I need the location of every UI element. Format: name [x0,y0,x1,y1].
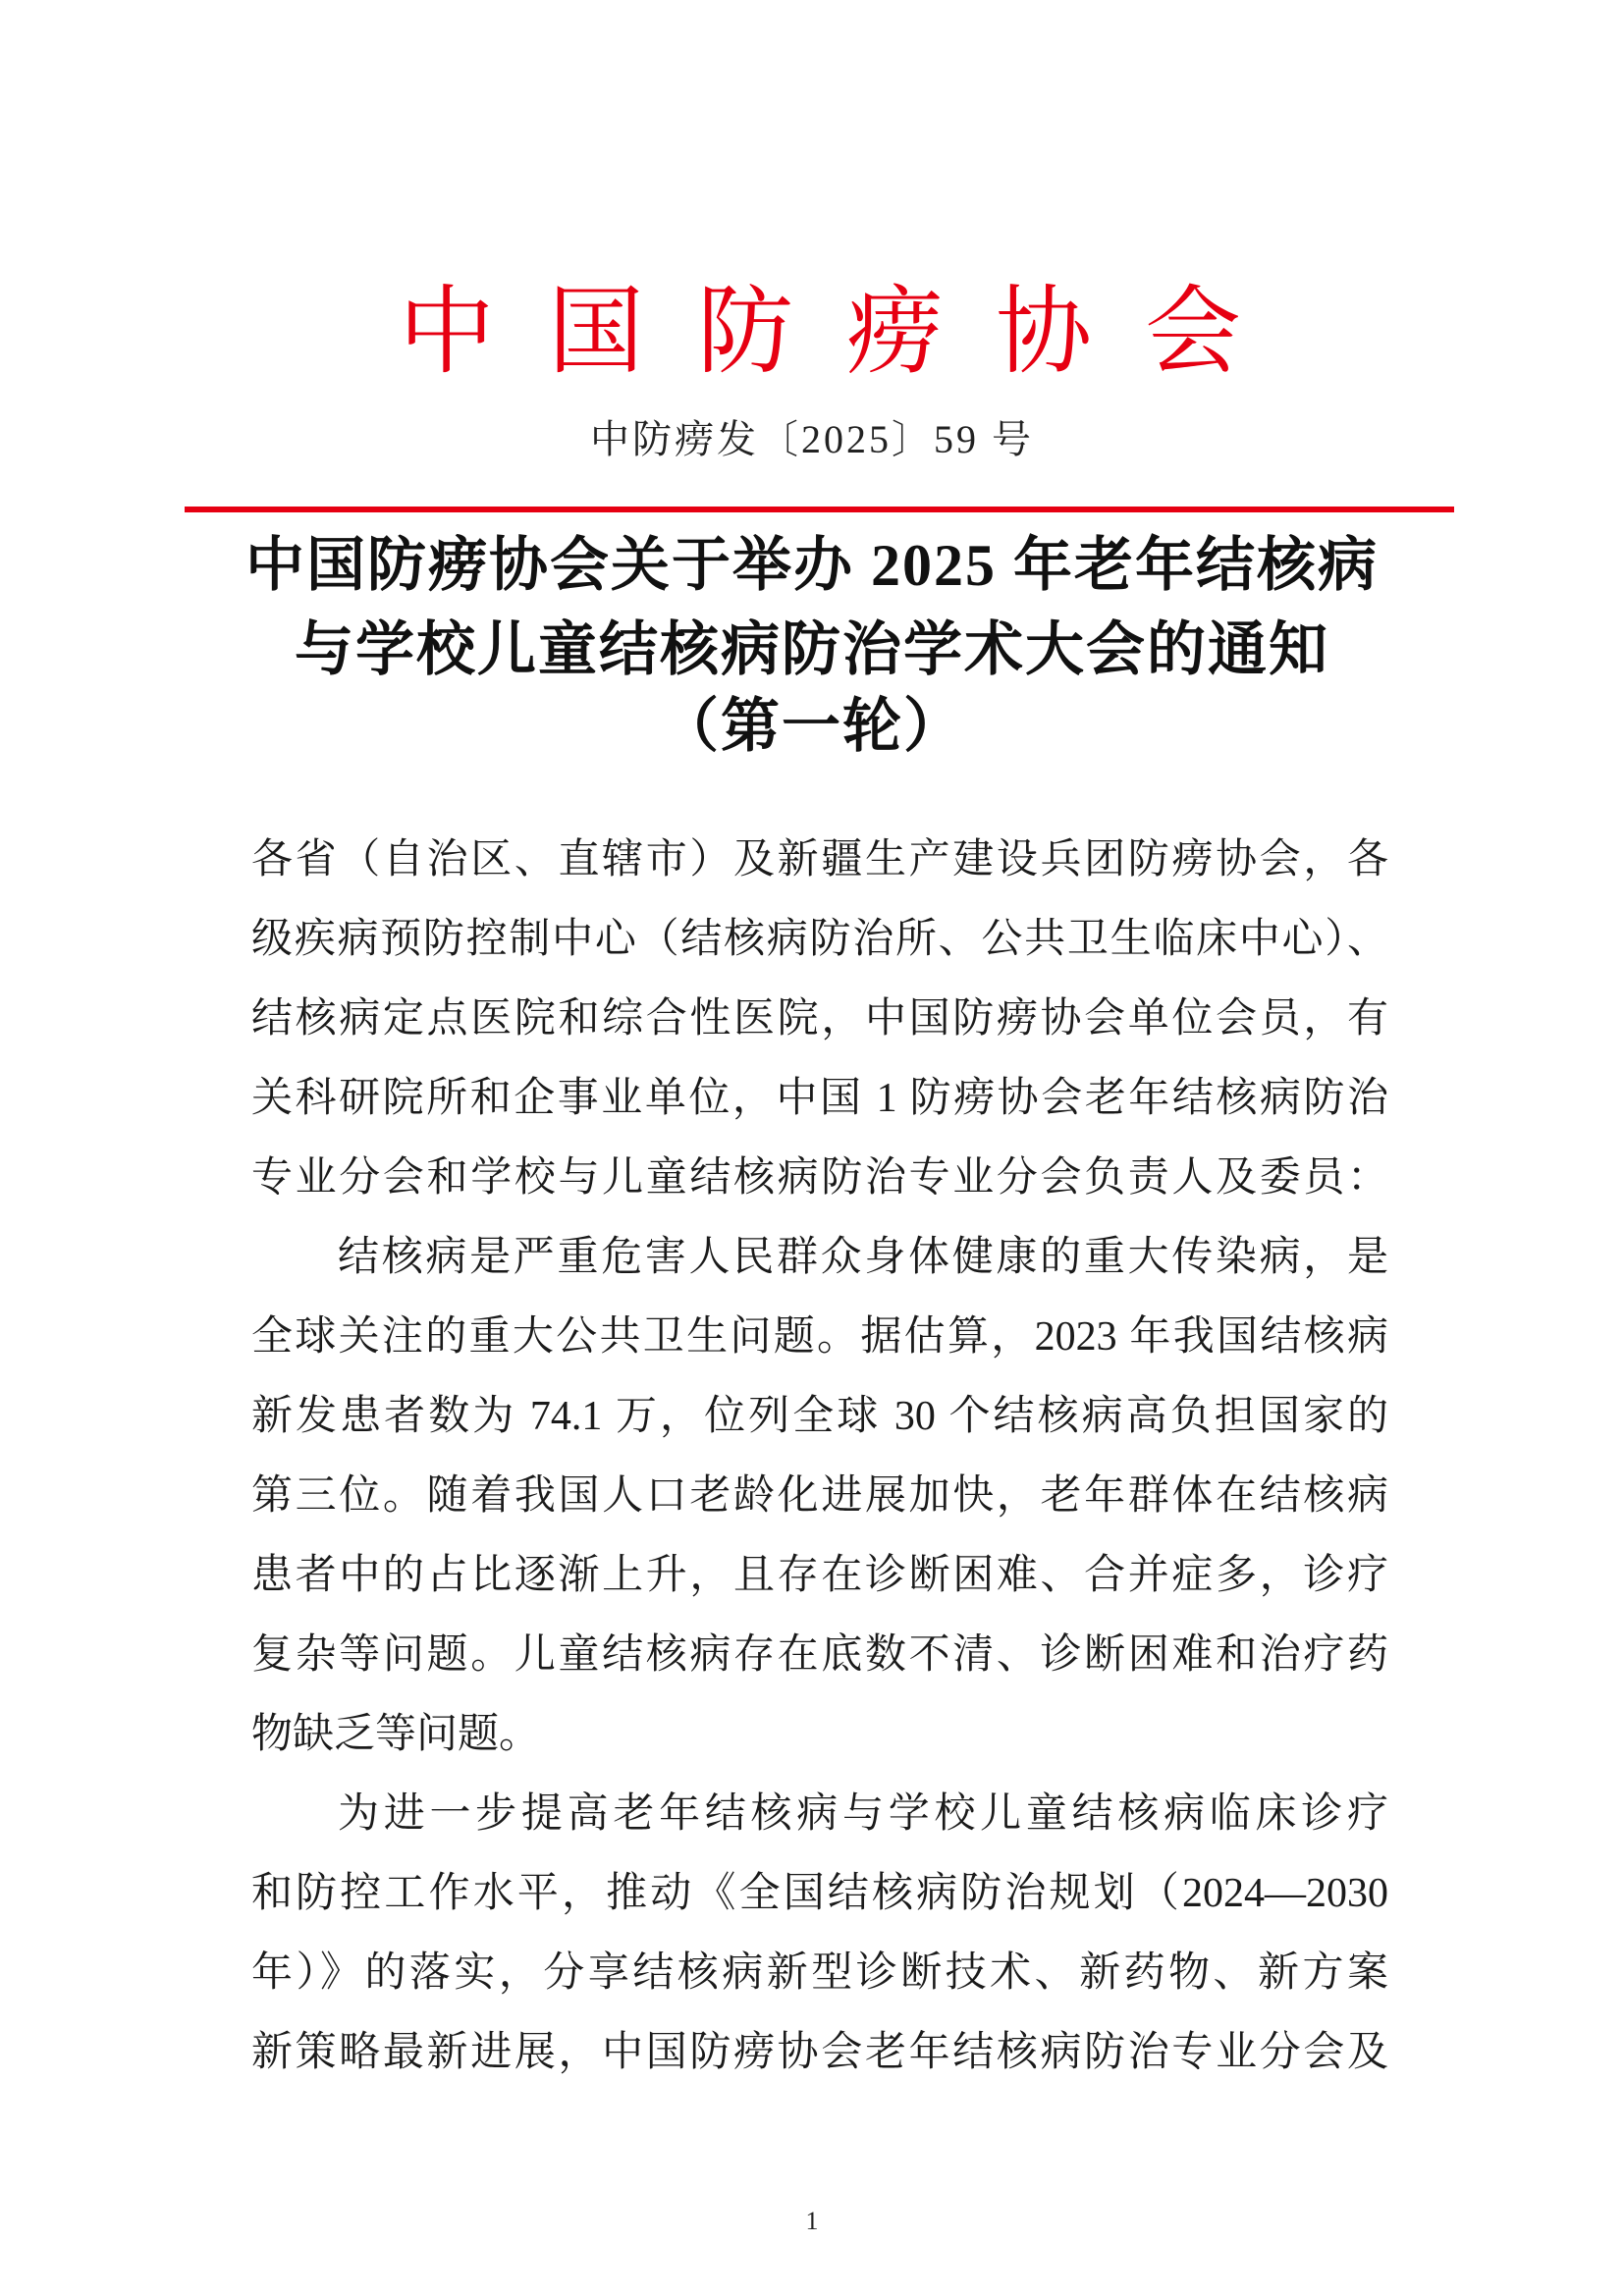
body-line: 新策略最新进展，中国防痨协会老年结核病防治专业分会及 [251,2030,1388,2075]
body-line: 专业分会和学校与儿童结核病防治专业分会负责人及委员： [251,1155,1388,1201]
body-paragraph-purpose [251,1775,1388,2093]
body-line: 为进一步提高老年结核病与学校儿童结核病临床诊疗 [338,1791,1388,1837]
body-line: 级疾病预防控制中心（结核病防治所、公共卫生临床中心）、 [251,917,1388,962]
body-line: 物缺乏等问题。 [251,1712,541,1757]
notice-title-line: 中国防痨协会关于举办 2025 年老年结核病 [245,533,1379,598]
body-line: 患者中的占比逐渐上升，且存在诊断困难、合并症多，诊疗 [251,1553,1388,1598]
body-line: 结核病是严重危害人民群众身体健康的重大传染病，是 [338,1235,1388,1280]
body-line: 复杂等问题。儿童结核病存在底数不清、诊断困难和治疗药 [251,1632,1388,1678]
letterhead-red-rule [185,507,1454,512]
body-line: 和防控工作水平，推动《全国结核病防治规划（2024—2030 [251,1871,1388,1916]
body-line: 年）》的落实，分享结核病新型诊断技术、新药物、新方案 [251,1950,1388,1996]
body-line: 新发患者数为 74.1 万，位列全球 30 个结核病高负担国家的 [251,1394,1388,1439]
notice-body [251,821,1388,2093]
body-line: 各省（自治区、直辖市）及新疆生产建设兵团防痨协会，各 [251,837,1388,882]
notice-title-line: 与学校儿童结核病防治学术大会的通知 [295,617,1329,682]
body-paragraph-addressees [251,821,1388,1218]
body-line: 结核病定点医院和综合性医院，中国防痨协会单位会员，有 [251,996,1388,1041]
body-line: 第三位。随着我国人口老龄化进展加快，老年群体在结核病 [251,1473,1388,1519]
body-paragraph-background [251,1218,1388,1775]
letterhead-org-name: 中国防痨协会 [399,276,1295,388]
body-line: 关科研院所和企事业单位，中国 1 防痨协会老年结核病防治 [251,1076,1388,1121]
body-line: 全球关注的重大公共卫生问题。据估算，2023 年我国结核病 [251,1314,1388,1360]
document-number: 中防痨发〔2025〕59 号 [590,417,1034,461]
page-number: 1 [805,2207,819,2235]
notice-title-line: （第一轮） [660,694,964,759]
